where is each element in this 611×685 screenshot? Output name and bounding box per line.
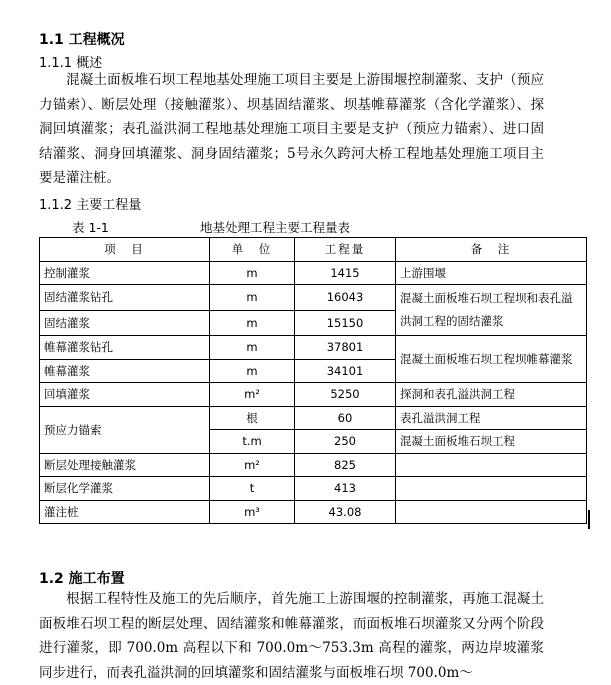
cell-quantity: 43.08 (295, 500, 396, 524)
subsection-heading-quantities: 1.1.2 主要工程量 (39, 198, 142, 213)
cell-unit: m³ (210, 500, 295, 524)
cell-unit: t.m (210, 430, 295, 454)
layout-text: 根据工程特性及施工的先后顺序，首先施工上游围堰的控制灌浆，再施工混凝土面板堆石坝工程的断层处理、固结灌浆和帷幕灌浆，而面板堆石坝灌浆又分两个阶段进行灌浆，即 700.0m 高程以下和 700.0m～753.3m 高程的灌浆，两边岸坡灌浆同步进行，而表孔溢洪洞的回填灌浆和固结灌浆与面板堆石坝 700.0m～ (39, 591, 544, 681)
cell-unit: m² (210, 383, 295, 407)
cell-item: 预应力锚索 (40, 406, 210, 453)
table-row (40, 285, 587, 311)
cell-unit: t (210, 477, 295, 501)
cell-note: 混凝土面板堆石坝工程坝和表孔溢洪洞工程的固结灌浆 (396, 285, 587, 336)
cell-item: 断层处理接触灌浆 (40, 453, 210, 477)
cell-quantity: 15150 (295, 310, 396, 336)
cell-quantity: 60 (295, 406, 396, 430)
cell-unit: m (210, 359, 295, 383)
table-row (40, 500, 587, 524)
cell-quantity: 16043 (295, 285, 396, 311)
subsection-heading-summary: 1.1.1 概述 (39, 56, 103, 71)
cell-unit: m (210, 285, 295, 311)
cell-quantity: 1415 (295, 261, 396, 285)
cell-quantity: 413 (295, 477, 396, 501)
cell-quantity: 34101 (295, 359, 396, 383)
cell-item: 控制灌浆 (40, 261, 210, 285)
header-note: 备 注 (396, 238, 587, 262)
cell-item: 帷幕灌浆 (40, 359, 210, 383)
table-row (40, 406, 587, 430)
header-unit: 单 位 (210, 238, 295, 262)
table-row (40, 477, 587, 501)
cell-note: 混凝土面板堆石坝工程坝帷幕灌浆 (396, 336, 587, 383)
table-row (40, 383, 587, 407)
quantity-table (39, 237, 587, 524)
cell-item: 灌注桩 (40, 500, 210, 524)
cell-item: 帷幕灌浆钻孔 (40, 336, 210, 360)
cell-item: 断层化学灌浆 (40, 477, 210, 501)
cell-quantity: 825 (295, 453, 396, 477)
cell-quantity: 37801 (295, 336, 396, 360)
table-caption (72, 218, 351, 236)
cell-item: 固结灌浆钻孔 (40, 285, 210, 311)
header-item: 项 目 (40, 238, 210, 262)
table-row (40, 336, 587, 360)
overview-paragraph (39, 68, 544, 191)
cell-note: 探洞和表孔溢洪洞工程 (396, 383, 587, 407)
cell-unit: m² (210, 453, 295, 477)
cell-note: 上游围堰 (396, 261, 587, 285)
cell-unit: m (210, 261, 295, 285)
layout-paragraph (39, 587, 544, 685)
cell-note: 表孔溢洪洞工程 (396, 406, 587, 430)
overview-text: 混凝土面板堆石坝工程地基处理施工项目主要是上游围堰控制灌浆、支护（预应力锚索）、断层处理（接触灌浆）、坝基固结灌浆、坝基帷幕灌浆（含化学灌浆）、探洞回填灌浆；表孔溢洪洞工程地基处理施工项目主要是支护（预应力锚索）、进口固结灌浆、洞身回填灌浆、洞身固结灌浆；5号永久跨河大桥工程地基处理施工项目主要是灌注桩。 (39, 72, 544, 186)
cell-item: 回填灌浆 (40, 383, 210, 407)
table-number: 表 1-1 (72, 220, 109, 235)
cell-note: 混凝土面板堆石坝工程 (396, 430, 587, 454)
cell-quantity: 250 (295, 430, 396, 454)
table-title: 地基处理工程主要工程量表 (200, 220, 351, 235)
table-row (40, 261, 587, 285)
section-heading-overview: 1.1 工程概况 (39, 32, 125, 48)
cell-item: 固结灌浆 (40, 310, 210, 336)
cell-note (396, 500, 587, 524)
cell-quantity: 5250 (295, 383, 396, 407)
section-heading-layout: 1.2 施工布置 (39, 571, 125, 587)
table-edge-mark (588, 510, 590, 529)
cell-note (396, 453, 587, 477)
table-header-row (40, 238, 587, 262)
header-quantity: 工程量 (295, 238, 396, 262)
cell-note (396, 477, 587, 501)
table-row (40, 453, 587, 477)
cell-unit: 根 (210, 406, 295, 430)
cell-unit: m (210, 336, 295, 360)
cell-unit: m (210, 310, 295, 336)
